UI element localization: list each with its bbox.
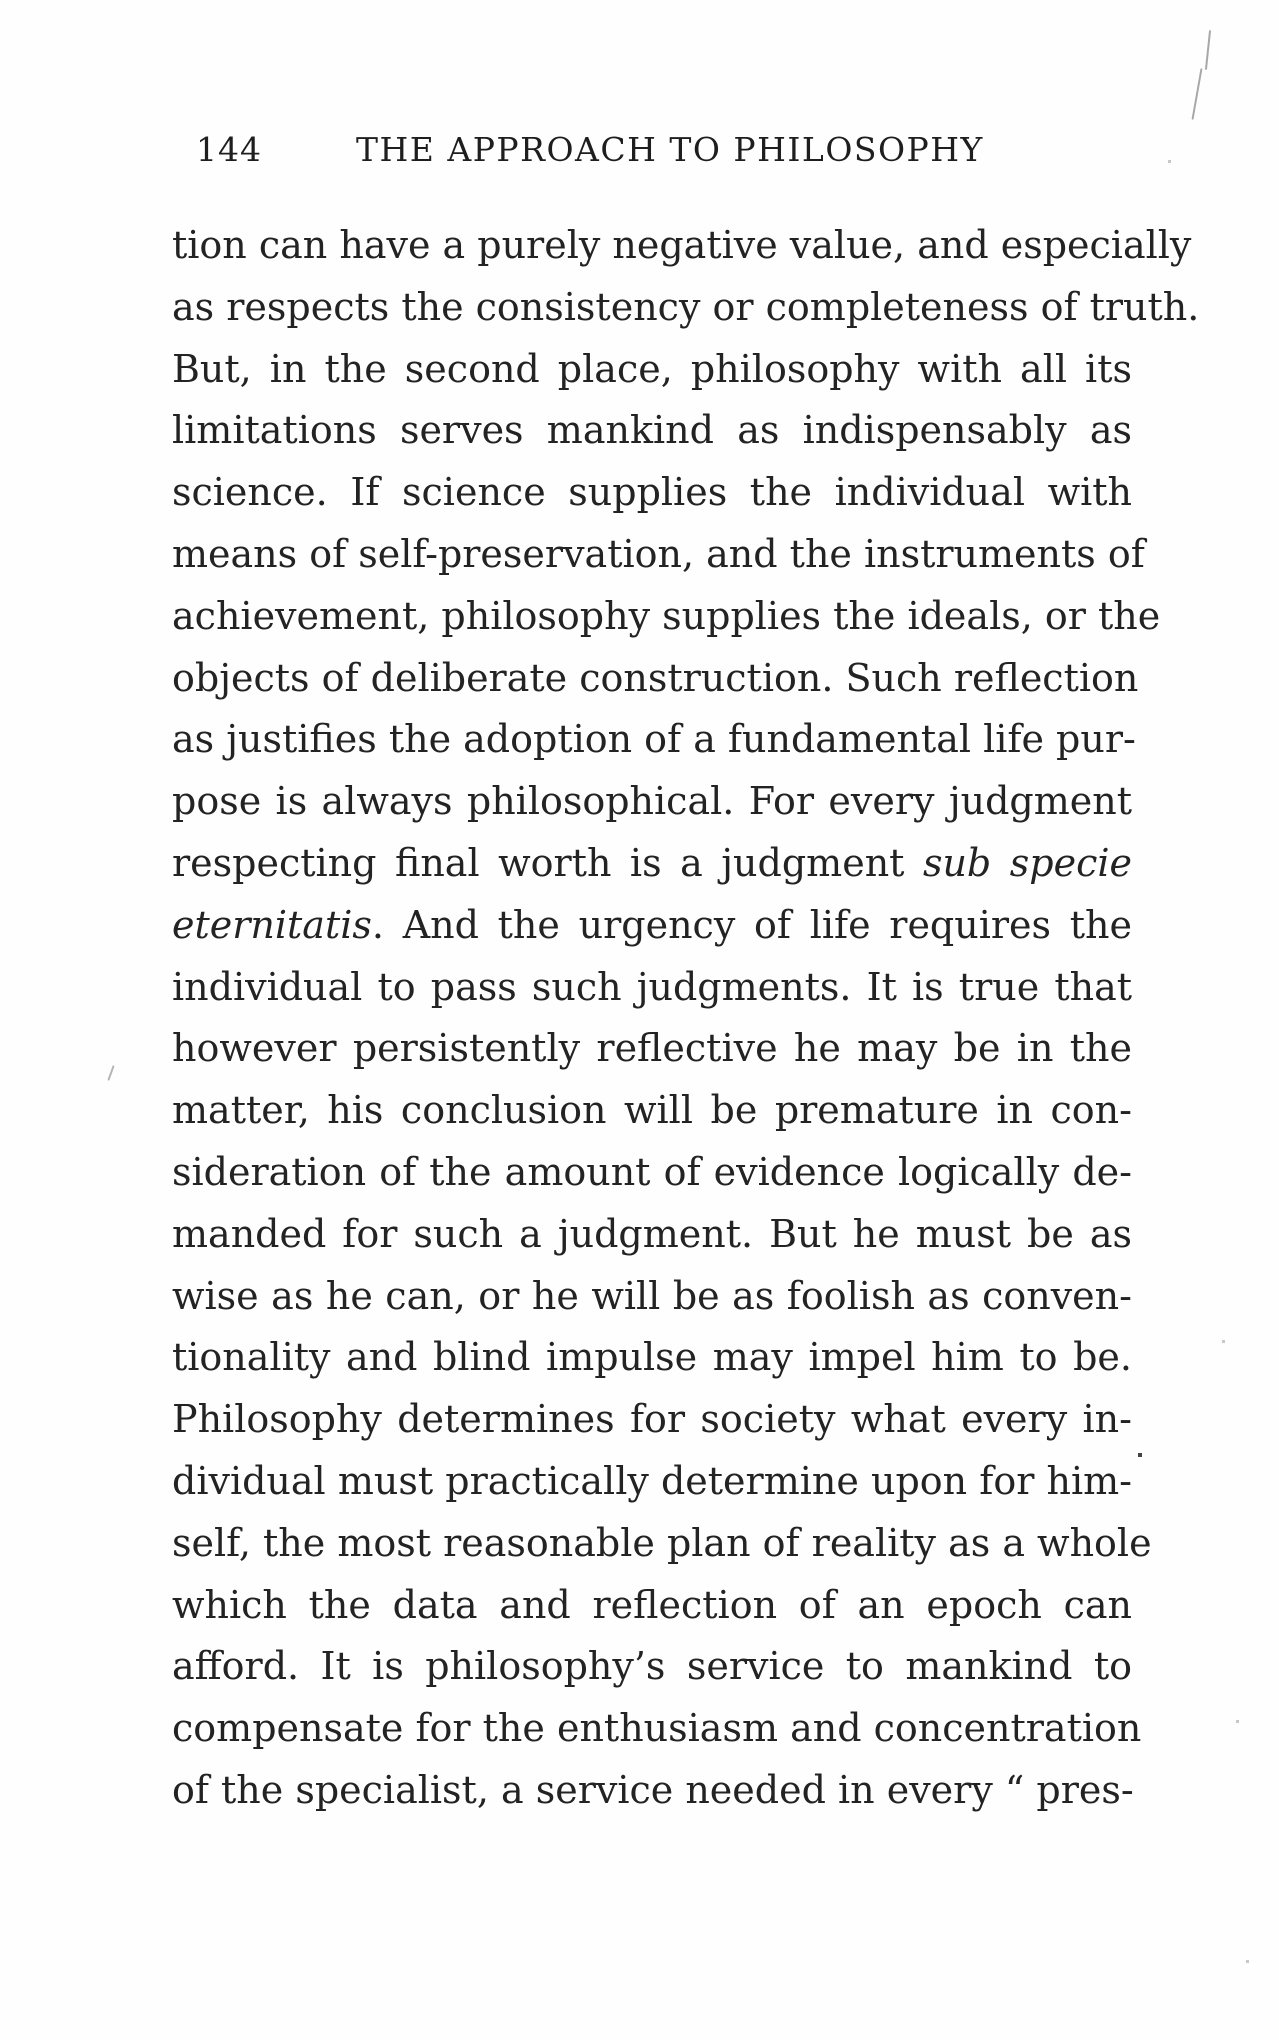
text-line: means of self-preservation, and the instruments of bbox=[172, 531, 1145, 576]
text-line: wise as he can, or he will be as foolish as conven- bbox=[172, 1273, 1132, 1318]
latin-phrase: eternitatis bbox=[172, 902, 372, 947]
margin-speck bbox=[1246, 1960, 1249, 1963]
margin-speck bbox=[1138, 1453, 1142, 1457]
margin-pencil-mark bbox=[1192, 68, 1203, 120]
text-line: science. If science supplies the individual with bbox=[172, 470, 1132, 515]
text-line: dividual must practically determine upon for him- bbox=[172, 1458, 1132, 1503]
text-line: which the data and reflection of an epoch can bbox=[172, 1582, 1132, 1627]
text-line: as respects the consistency or completeness of truth. bbox=[172, 284, 1200, 329]
text-line: of the specialist, a service needed in every “ pres- bbox=[172, 1767, 1134, 1812]
margin-pencil-mark bbox=[107, 1065, 114, 1081]
margin-speck bbox=[1236, 1720, 1239, 1723]
text-line: pose is always philosophical. For every judgment bbox=[172, 779, 1132, 824]
text-line: limitations serves mankind as indispensably as bbox=[172, 408, 1132, 453]
text-line: objects of deliberate construction. Such reflection bbox=[172, 655, 1139, 700]
text-line: afford. It is philosophy’s service to mankind to bbox=[172, 1644, 1132, 1689]
text-line: sideration of the amount of evidence logically de- bbox=[172, 1149, 1132, 1194]
text-line: Philosophy determines for society what every in- bbox=[172, 1397, 1132, 1442]
text-line: individual to pass such judgments. It is true that bbox=[172, 964, 1132, 1009]
text-line: achievement, philosophy supplies the ideals, or the bbox=[172, 593, 1161, 638]
text-line: matter, his conclusion will be premature in con- bbox=[172, 1088, 1132, 1133]
page-number: 144 bbox=[196, 130, 262, 169]
running-head bbox=[196, 130, 996, 180]
running-title: THE APPROACH TO PHILOSOPHY bbox=[356, 130, 984, 169]
text-line: compensate for the enthusiasm and concentration bbox=[172, 1706, 1142, 1751]
text-line: manded for such a judgment. But he must be as bbox=[172, 1211, 1132, 1256]
text-line: respecting final worth is a judgment sub specie bbox=[172, 840, 1132, 885]
text-line: tionality and blind impulse may impel him to be. bbox=[172, 1335, 1132, 1380]
text-line: eternitatis. And the urgency of life requires the bbox=[172, 902, 1132, 947]
margin-speck bbox=[1222, 1340, 1225, 1343]
text-line: But, in the second place, philosophy with all its bbox=[172, 346, 1132, 391]
latin-phrase: sub specie bbox=[922, 840, 1132, 885]
text-line: as justifies the adoption of a fundamental life pur- bbox=[172, 717, 1136, 762]
text-line: tion can have a purely negative value, and especially bbox=[172, 223, 1192, 267]
body-text bbox=[172, 215, 1200, 1822]
margin-speck bbox=[1168, 160, 1171, 163]
margin-pencil-mark bbox=[1205, 30, 1211, 70]
text-line: however persistently reflective he may be in the bbox=[172, 1026, 1132, 1071]
text-line: self, the most reasonable plan of reality as a whole bbox=[172, 1520, 1152, 1565]
